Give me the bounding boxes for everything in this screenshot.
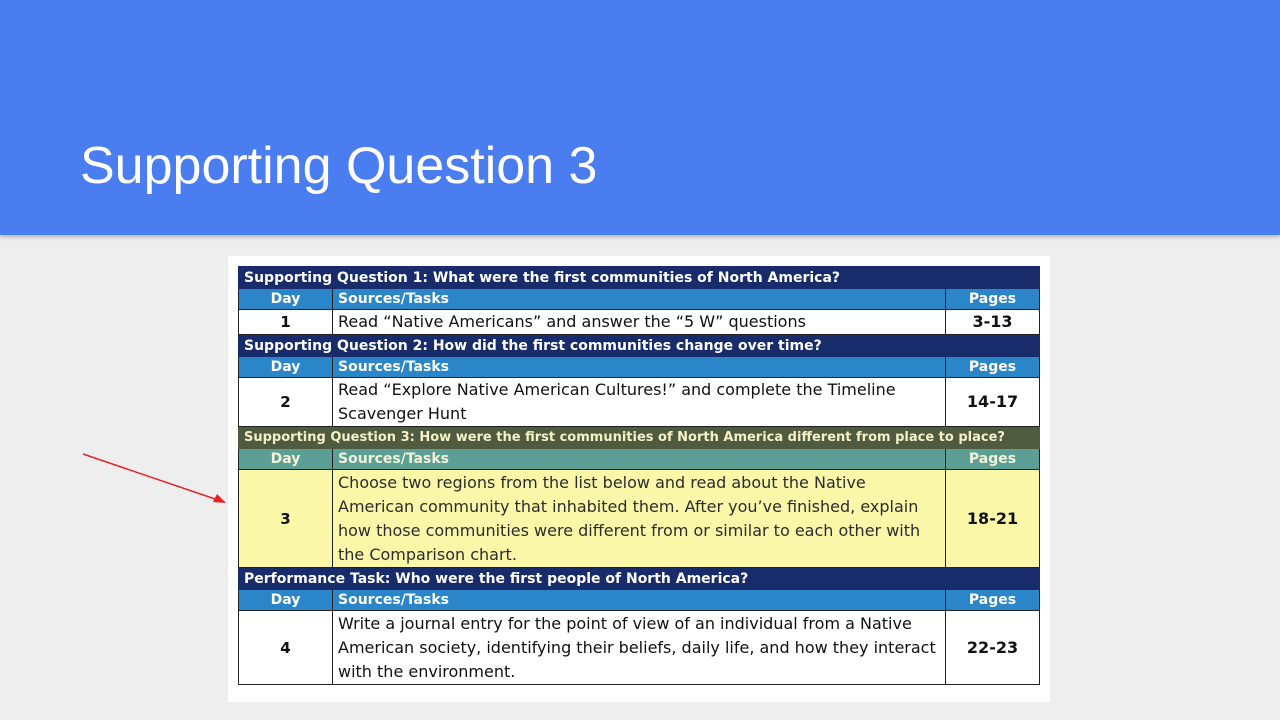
sources-header: Sources/Tasks bbox=[333, 590, 946, 611]
day-header: Day bbox=[239, 590, 333, 611]
day-header: Day bbox=[239, 357, 333, 378]
schedule-table bbox=[238, 266, 1040, 685]
question-row-3 bbox=[239, 427, 1040, 449]
day-cell: 1 bbox=[239, 310, 333, 335]
pages-cell: 18-21 bbox=[946, 470, 1040, 568]
pages-cell: 3-13 bbox=[946, 310, 1040, 335]
sources-header: Sources/Tasks bbox=[333, 289, 946, 310]
task-cell: Read “Explore Native American Cultures!” and complete the Timeline Scavenger Hunt bbox=[333, 378, 946, 427]
question-1-text: Supporting Question 1: What were the first communities of North America? bbox=[239, 267, 1040, 289]
column-header-row-1 bbox=[239, 289, 1040, 310]
task-row-1 bbox=[239, 310, 1040, 335]
performance-task-text: Performance Task: Who were the first people of North America? bbox=[239, 568, 1040, 590]
slide-title: Supporting Question 3 bbox=[80, 137, 598, 195]
question-row-4 bbox=[239, 568, 1040, 590]
task-row-4 bbox=[239, 611, 1040, 685]
question-3-text: Supporting Question 3: How were the first communities of North America different from place to place? bbox=[239, 427, 1040, 449]
schedule-table-image bbox=[228, 256, 1050, 702]
slide-header-band bbox=[0, 0, 1280, 235]
column-header-row-4 bbox=[239, 590, 1040, 611]
pages-header: Pages bbox=[946, 590, 1040, 611]
pages-header: Pages bbox=[946, 289, 1040, 310]
task-cell: Read “Native Americans” and answer the “5 W” questions bbox=[333, 310, 946, 335]
column-header-row-2 bbox=[239, 357, 1040, 378]
pages-header: Pages bbox=[946, 449, 1040, 470]
question-row-2 bbox=[239, 335, 1040, 357]
day-header: Day bbox=[239, 449, 333, 470]
pages-header: Pages bbox=[946, 357, 1040, 378]
day-cell: 2 bbox=[239, 378, 333, 427]
day-header: Day bbox=[239, 289, 333, 310]
task-cell: Choose two regions from the list below and read about the Native American community that inhabited them. After you’ve finished, explain how those communities were different from or similar to each other with the Comparison chart. bbox=[333, 470, 946, 568]
red-arrow-icon bbox=[80, 450, 230, 510]
day-cell: 4 bbox=[239, 611, 333, 685]
sources-header: Sources/Tasks bbox=[333, 449, 946, 470]
task-cell: Write a journal entry for the point of view of an individual from a Native American society, identifying their beliefs, daily life, and how they interact with the environment. bbox=[333, 611, 946, 685]
sources-header: Sources/Tasks bbox=[333, 357, 946, 378]
pages-cell: 14-17 bbox=[946, 378, 1040, 427]
question-2-text: Supporting Question 2: How did the first communities change over time? bbox=[239, 335, 1040, 357]
column-header-row-3 bbox=[239, 449, 1040, 470]
pages-cell: 22-23 bbox=[946, 611, 1040, 685]
day-cell: 3 bbox=[239, 470, 333, 568]
task-row-3 bbox=[239, 470, 1040, 568]
question-row-1 bbox=[239, 267, 1040, 289]
task-row-2 bbox=[239, 378, 1040, 427]
